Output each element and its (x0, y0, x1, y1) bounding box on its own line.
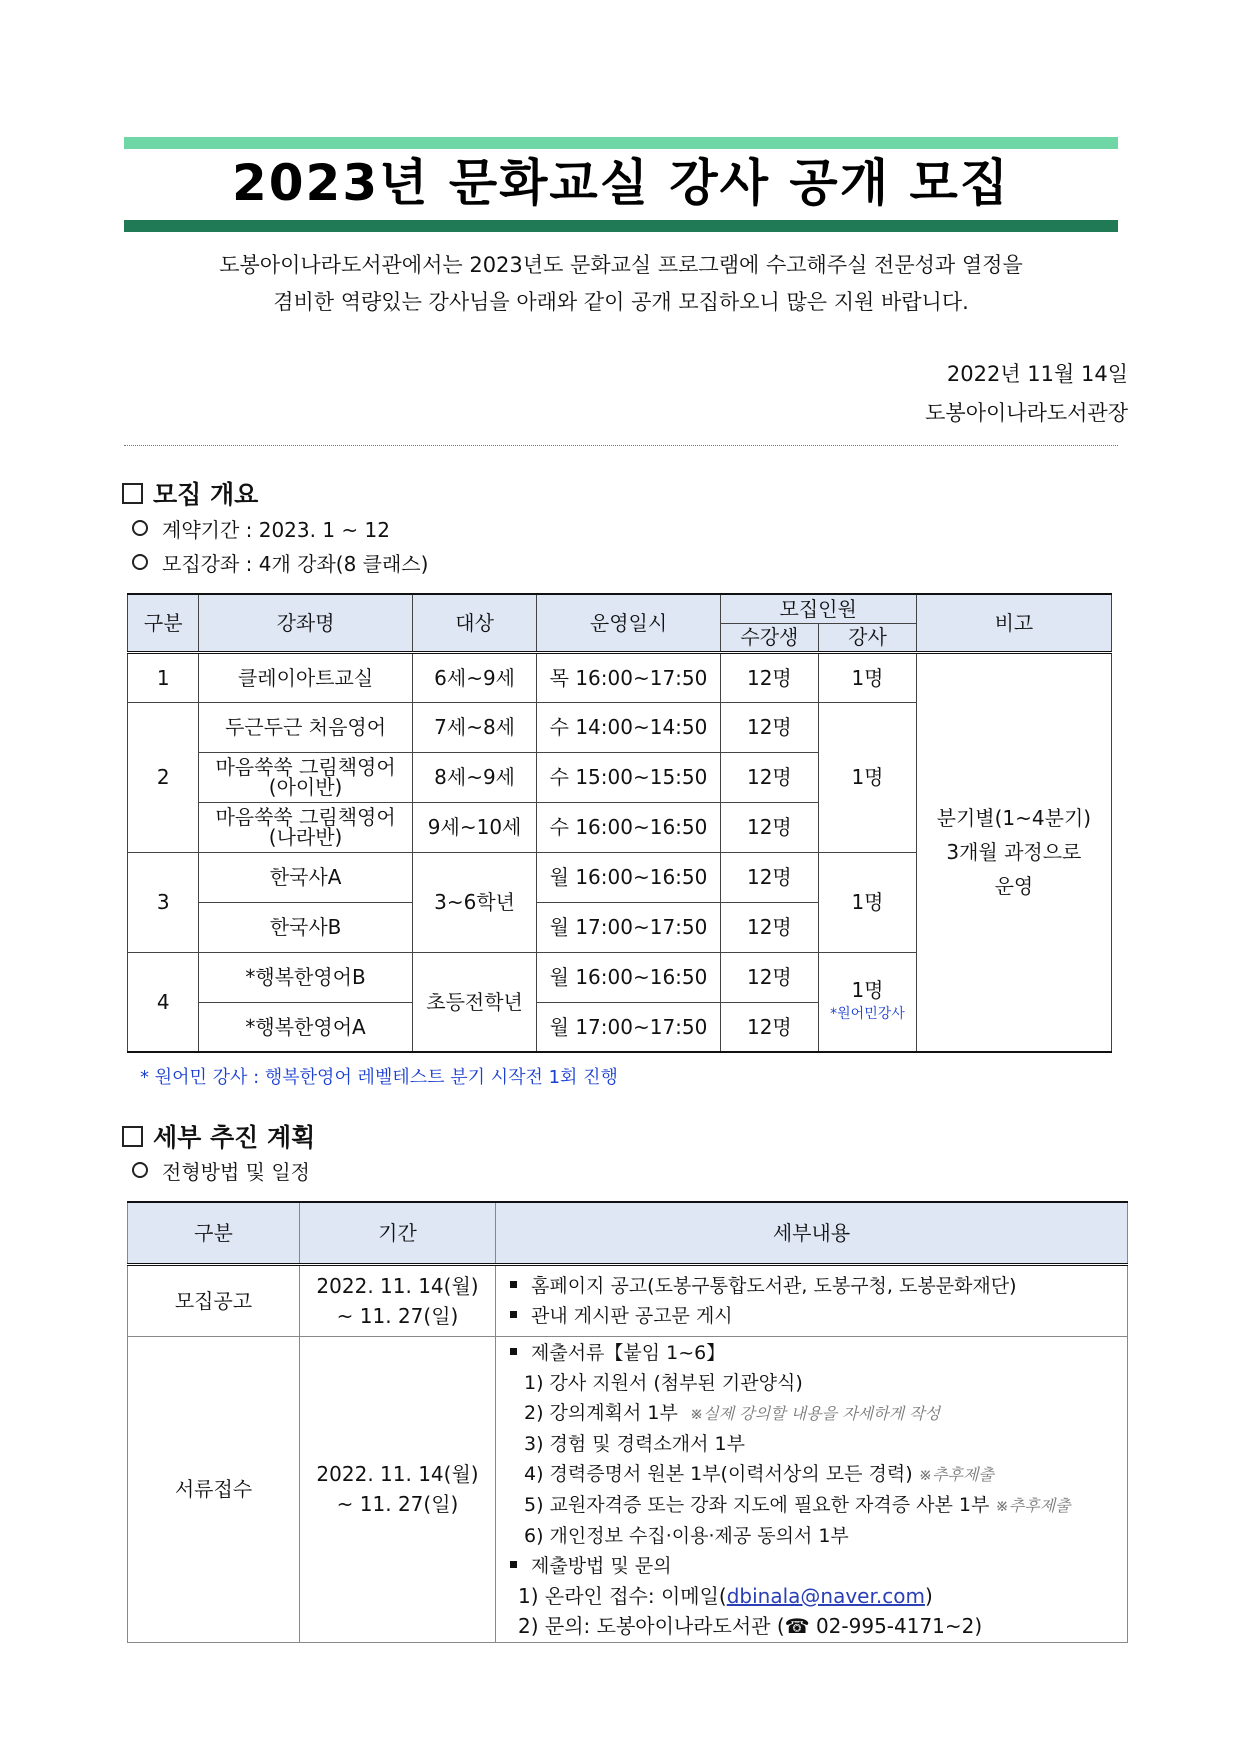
period-end: ~ 11. 27(일) (336, 1303, 459, 1328)
detail-item: 홈페이지 공고(도봉구통합도서관, 도봉구청, 도봉문화재단) (506, 1271, 1127, 1301)
course-name: 클레이아트교실 (199, 652, 412, 702)
footnote: * 원어민 강사 : 행복한영어 레벨테스트 분기 시작전 1회 진행 (140, 1067, 618, 1088)
course-teacher: 1명 (851, 977, 884, 1002)
header-num: 구분 (128, 594, 199, 652)
course-name: *행복한영어A (199, 1002, 412, 1052)
course-students: 12명 (720, 702, 819, 752)
checkbox-icon (122, 1126, 143, 1147)
header-recruit: 모집인원 (720, 594, 916, 623)
course-teacher: 1명 (819, 702, 917, 852)
issuer: 도봉아이나라도서관장 (925, 401, 1128, 425)
section-1-heading: 모집 개요 (122, 475, 258, 511)
course-target: 9세~10세 (412, 802, 537, 852)
row-period (300, 1264, 496, 1336)
course-name: 두근두근 처음영어 (199, 702, 412, 752)
contact: 2) 문의: 도봉아이나라도서관 (☎ 02-995-4171~2) (518, 1613, 983, 1638)
row-details (496, 1264, 1128, 1336)
row-num: 3 (128, 852, 199, 952)
course-name: 마음쑥쑥 그림책영어 (아이반) (199, 752, 412, 802)
phone-icon: ☎ (784, 1613, 816, 1638)
page-title: 2023년 문화교실 강사 공개 모집 (231, 154, 1011, 212)
row-label: 서류접수 (128, 1336, 300, 1642)
course-time: 수 16:00~16:50 (537, 802, 720, 852)
issue-date: 2022년 11월 14일 (946, 362, 1128, 386)
course-name (199, 952, 412, 1002)
intro-line-1: 도봉아이나라도서관에서는 2023년도 문화교실 프로그램에 수고해주실 전문성과 열정을 (219, 253, 1023, 277)
divider (124, 445, 1118, 446)
circle-bullet-icon (132, 554, 148, 570)
remark-line: 3개월 과정으로 (946, 840, 1082, 865)
checkbox-icon (122, 483, 143, 504)
course-students: 12명 (720, 852, 819, 902)
course-name: 한국사B (199, 902, 412, 952)
doc-item: 2) 강의계획서 1부 ※실제 강의할 내용을 자세하게 작성 (524, 1401, 941, 1424)
course-teacher: 1명 (819, 652, 917, 702)
circle-bullet-icon (132, 1162, 148, 1178)
row-num: 2 (128, 702, 199, 852)
header-col1: 구분 (128, 1202, 300, 1264)
doc-note: ※실제 강의할 내용을 자세하게 작성 (689, 1403, 941, 1423)
remark-cell (916, 652, 1111, 1052)
remark-line: 운영 (994, 874, 1034, 899)
bullet-selection: 전형방법 및 일정 (132, 1157, 310, 1187)
period-end: ~ 11. 27(일) (336, 1492, 459, 1516)
row-period (300, 1336, 496, 1642)
course-target: 8세~9세 (412, 752, 537, 802)
doc-item: 4) 경력증명서 원본 1부(이력서상의 모든 경력) ※추후제출 (524, 1462, 994, 1485)
course-time: 수 14:00~14:50 (537, 702, 720, 752)
course-target: 7세~8세 (412, 702, 537, 752)
header-col2: 기간 (300, 1202, 496, 1264)
period-start: 2022. 11. 14(월) (316, 1462, 479, 1486)
section-2-heading: 세부 추진 계획 (122, 1118, 315, 1154)
course-students: 12명 (720, 752, 819, 802)
doc-note: ※추후제출 (918, 1464, 994, 1484)
course-name: 한국사A (199, 852, 412, 902)
course-time: 수 15:00~15:50 (537, 752, 720, 802)
header-note: 비고 (916, 594, 1111, 652)
header-students: 수강생 (720, 623, 819, 652)
doc-item: 6) 개인정보 수집·이용·제공 동의서 1부 (524, 1524, 849, 1547)
course-students: 12명 (720, 1002, 819, 1052)
title-top-bar (124, 137, 1118, 149)
square-bullet-icon (510, 1348, 517, 1355)
course-time: 월 16:00~16:50 (537, 952, 720, 1002)
native-teacher-note: *원어민강사 (830, 1005, 905, 1022)
doc-item: 1) 강사 지원서 (첨부된 기관양식) (524, 1371, 803, 1394)
course-target: 초등전학년 (412, 952, 537, 1052)
course-time: 월 17:00~17:50 (537, 902, 720, 952)
doc-item: 5) 교원자격증 또는 강좌 지도에 필요한 자격증 사본 1부 ※추후제출 (524, 1493, 1071, 1516)
table-row (128, 1264, 1128, 1336)
online-submit: 1) 온라인 접수: 이메일(dbinala@naver.com) (518, 1583, 933, 1608)
remark-line: 분기별(1~4분기) (936, 806, 1092, 831)
course-time: 월 17:00~17:50 (537, 1002, 720, 1052)
course-name: 마음쑥쑥 그림책영어 (나라반) (199, 802, 412, 852)
docs-title: 제출서류【붙임 1~6】 (506, 1338, 1127, 1368)
email-link[interactable]: dbinala@naver.com (726, 1583, 925, 1608)
method-title: 제출방법 및 문의 (506, 1551, 1127, 1581)
row-num: 4 (128, 952, 199, 1052)
doc-note: ※추후제출 (995, 1495, 1071, 1515)
course-teacher-cell (819, 952, 917, 1052)
course-target: 6세~9세 (412, 652, 537, 702)
course-table (127, 593, 1112, 1053)
schedule-table (127, 1201, 1128, 1643)
row-details (496, 1336, 1128, 1642)
bullet-courses: 모집강좌 : 4개 강좌(8 클래스) (132, 549, 428, 579)
square-bullet-icon (510, 1311, 517, 1318)
header-target: 대상 (412, 594, 537, 652)
circle-bullet-icon (132, 520, 148, 536)
row-label: 모집공고 (128, 1264, 300, 1336)
header-col3: 세부내용 (496, 1202, 1128, 1264)
table-row (128, 1336, 1128, 1642)
period-start: 2022. 11. 14(월) (316, 1273, 479, 1298)
course-name-text: *행복한영어B (245, 965, 366, 989)
header-time: 운영일시 (537, 594, 720, 652)
title-bottom-bar (124, 220, 1118, 232)
course-students: 12명 (720, 652, 819, 702)
detail-item: 관내 게시판 공고문 게시 (506, 1301, 1127, 1331)
square-bullet-icon (510, 1281, 517, 1288)
table-row (128, 652, 1112, 702)
row-num: 1 (128, 652, 199, 702)
intro-line-2: 겸비한 역량있는 강사님을 아래와 같이 공개 모집하오니 많은 지원 바랍니다. (273, 290, 969, 314)
square-bullet-icon (510, 1561, 517, 1568)
course-time: 월 16:00~16:50 (537, 852, 720, 902)
course-time: 목 16:00~17:50 (537, 652, 720, 702)
header-name: 강좌명 (199, 594, 412, 652)
bullet-contract: 계약기간 : 2023. 1 ~ 12 (132, 515, 390, 545)
header-teacher: 강사 (819, 623, 917, 652)
course-target: 3~6학년 (412, 852, 537, 952)
doc-item: 3) 경험 및 경력소개서 1부 (524, 1432, 745, 1455)
course-students: 12명 (720, 902, 819, 952)
course-students: 12명 (720, 802, 819, 852)
course-teacher: 1명 (819, 852, 917, 952)
course-students: 12명 (720, 952, 819, 1002)
